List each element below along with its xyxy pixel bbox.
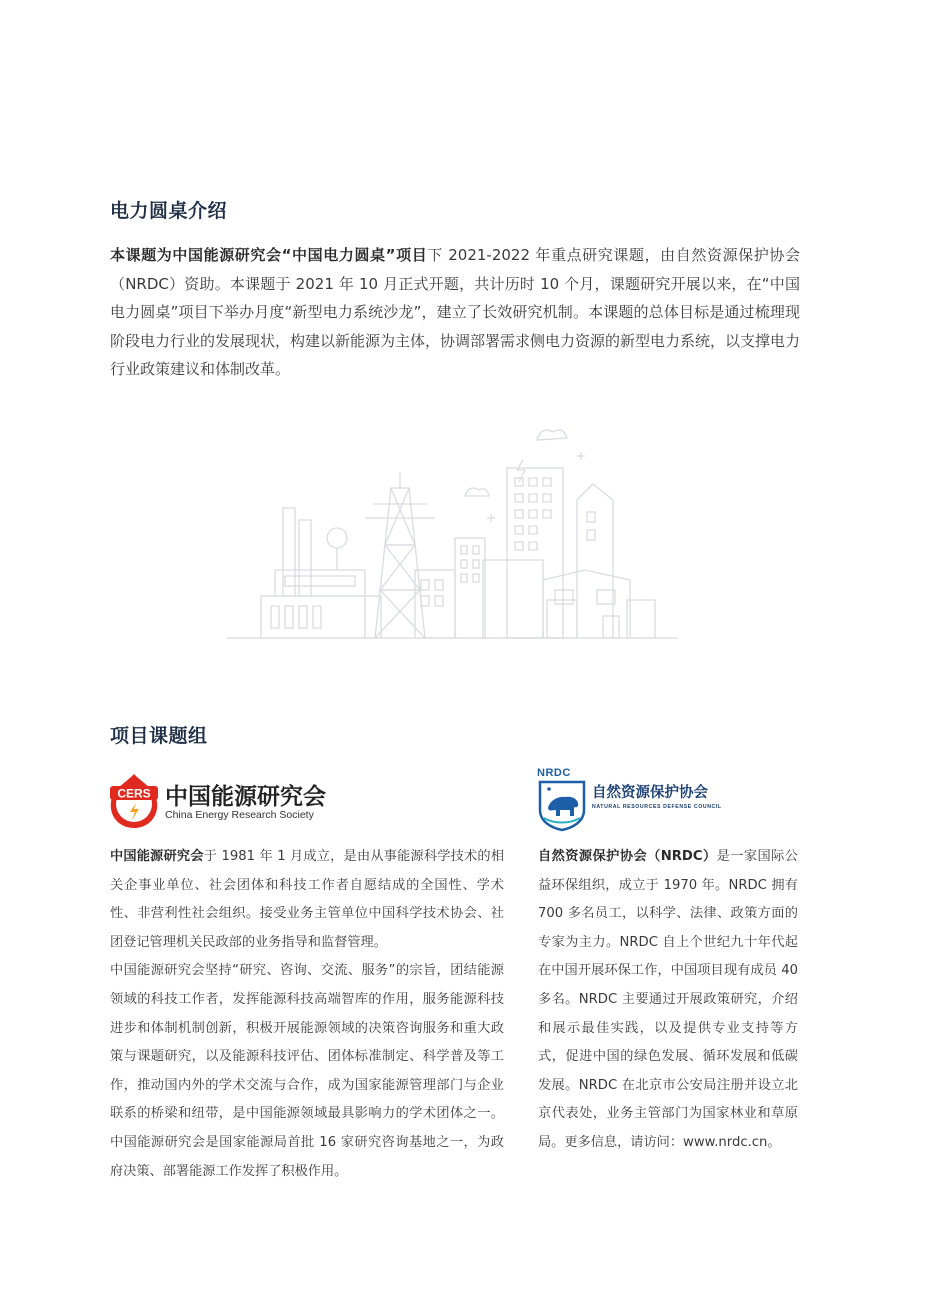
cers-name: 中国能源研究会 [110,849,204,864]
city-power-illustration [225,420,680,645]
cers-paragraph-1 [110,843,504,957]
nrdc-para-text: 是一家国际公益环保组织，成立于 1970 年。NRDC 拥有 700 多名员工，以科学、法律、政策方面的专家为主力。NRDC 自上个世纪九十年代起在中国开展环保工作，中国项目现有成员 40 多名。NRDC 主要通过开展政策研究，介绍和展示最佳实践，以及提供专业支持等方式，促进中国的绿色发展、循环发展和低碳发展。NRDC 在北京市公安局注册并设立北京代表处，业务主管部门为国家林业和草原局。更多信息，请访问：www.nrdc.cn。 [538,849,798,1150]
intro-paragraph [110,241,800,384]
nrdc-description [538,843,798,1158]
nrdc-logo-en: NATURAL RESOURCES DEFENSE COUNCIL [592,804,722,810]
nrdc-name: 自然资源保护协会（NRDC） [538,849,717,864]
intro-title: 电力圆桌介绍 [110,200,228,222]
nrdc-logo [536,766,746,832]
intro-lead: 本课题为中国能源研究会“中国电力圆桌”项目 [110,246,428,264]
nrdc-logo-cn: 自然资源保护协会 [592,785,708,801]
cers-logo [107,770,327,830]
cers-logo-cn: 中国能源研究会 [165,784,326,810]
cers-logo-en: China Energy Research Society [165,809,314,821]
group-title: 项目课题组 [110,725,208,747]
nrdc-paragraph [538,843,798,1158]
cers-paragraph-2: 中国能源研究会坚持“研究、咨询、交流、服务”的宗旨，团结能源领域的科技工作者，发挥能源科技高端智库的作用，服务能源科技进步和体制机制创新，积极开展能源领域的决策咨询服务和重大政策与课题研究，以及能源科技评估、团体标准制定、科学普及等工作，推动国内外的学术交流与合作，成为国家能源管理部门与企业联系的桥梁和纽带，是中国能源领域最具影响力的学术团体之一。中国能源研究会是国家能源局首批 16 家研究咨询基地之一，为政府决策、部署能源工作发挥了积极作用。 [110,963,504,1179]
nrdc-logo-abbr: NRDC [537,767,571,779]
cers-description [110,843,504,1186]
cers-badge-text: CERS [117,786,151,801]
intro-body: 下 2021-2022 年重点研究课题，由自然资源保护协会（NRDC）资助。本课题于 2021 年 10 月正式开题，共计历时 10 个月，课题研究开展以来，在“中国电力圆桌”项目下举办月度“新型电力系统沙龙”，建立了长效研究机制。本课题的总体目标是通过梳理现阶段电力行业的发展现状，构建以新能源为主体，协调部署需求侧电力资源的新型电力系统，以支撑电力行业政策建议和体制改革。 [110,246,801,378]
cers-para1-text: 于 1981 年 1 月成立，是由从事能源科学技术的相关企事业单位、社会团体和科技工作者自愿结成的全国性、学术性、非营利性社会组织。接受业务主管单位中国科学技术协会、社团登记管理机关民政部的业务指导和监督管理。 [110,849,505,950]
